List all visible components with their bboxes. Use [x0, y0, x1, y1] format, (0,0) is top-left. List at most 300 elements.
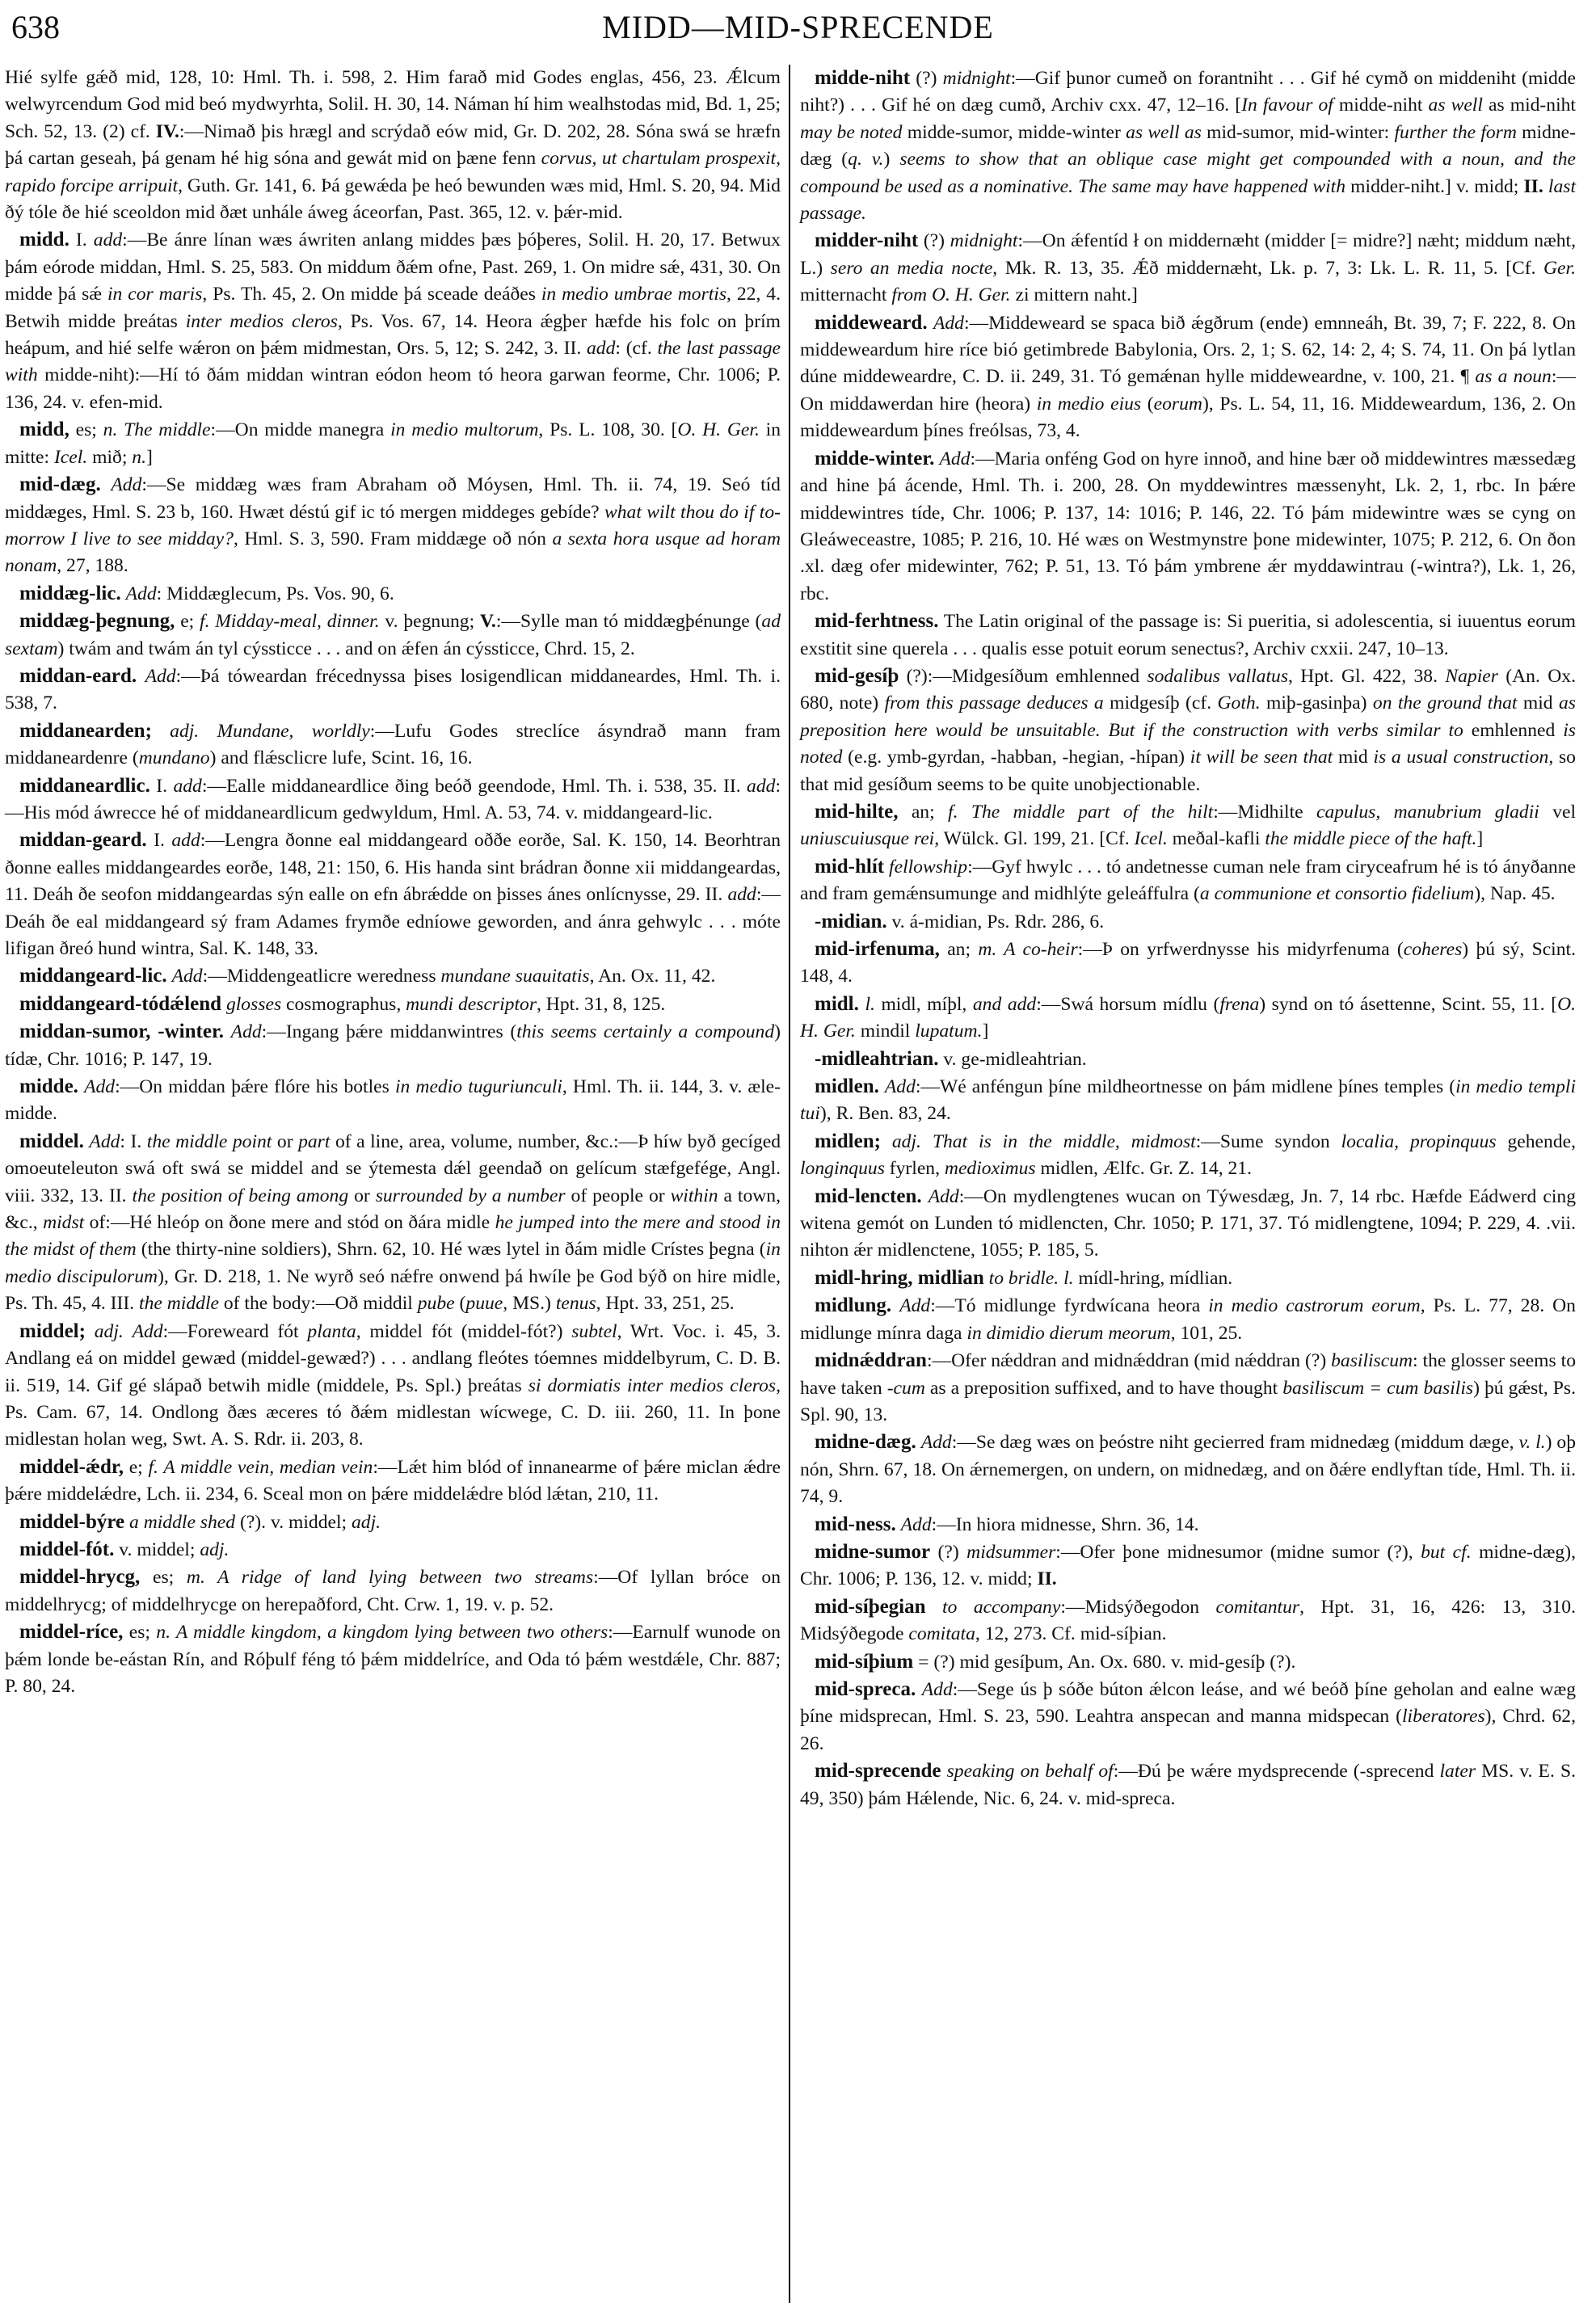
- dictionary-entry: [5, 1564, 781, 1619]
- headword: midlen;: [815, 1130, 881, 1152]
- italic-text: add: [93, 229, 123, 251]
- entry-text: ]: [1476, 828, 1484, 850]
- italic-text: it will be seen that: [1190, 747, 1333, 768]
- italic-text: n. A middle kingdom, a kingdom lying between two others: [156, 1622, 609, 1644]
- entry-text: ) þú gǽst, Ps. Spl. 90, 13.: [800, 1377, 1576, 1425]
- italic-text: midst: [43, 1212, 85, 1234]
- entry-text: The Latin original of the passage is: Si pueritia, si adolescentia, si iuuentus eorum exstitit sine querela . . . qualis esse potuit eorum senectus?, Archiv cxxii. 247, 10–13.: [800, 611, 1576, 659]
- italic-text: add: [586, 338, 616, 360]
- italic-text: localia, propinquus: [1341, 1130, 1497, 1152]
- italic-text: Napier: [1445, 665, 1498, 687]
- italic-text: m. A co-heir: [978, 939, 1078, 960]
- entry-text: ]: [145, 446, 153, 468]
- entry-text: v. þegnung;: [379, 611, 480, 633]
- headword: -midian.: [815, 910, 887, 932]
- italic-text: Add: [230, 1021, 262, 1043]
- headword: mid-síþegian: [815, 1595, 926, 1618]
- italic-text: may be noted: [800, 121, 903, 143]
- italic-text: comitantur: [1215, 1596, 1300, 1618]
- entry-text: : I.: [120, 1130, 147, 1152]
- headword: mid-gesíþ: [815, 664, 899, 687]
- entry-text: , Hpt. 33, 251, 25.: [596, 1293, 735, 1315]
- entry-text: , 12, 273. Cf. mid-síþian.: [975, 1623, 1167, 1645]
- italic-text: lupatum.: [915, 1021, 983, 1042]
- italic-text: a communione et consortio fidelium: [1199, 883, 1475, 905]
- entry-text: , Mk. R. 13, 35. Ǽð middernæht, Lk. p. 7, 3: Lk. L. R. 11, 5. [Cf.: [992, 257, 1543, 279]
- italic-text: add: [747, 775, 776, 797]
- italic-text: frena: [1219, 993, 1260, 1015]
- entry-text: mídl-hring, mídlian.: [1073, 1267, 1233, 1289]
- headword: mid-irfenuma,: [815, 938, 940, 960]
- entry-text: [137, 666, 145, 687]
- italic-text: Add: [125, 583, 157, 604]
- italic-text: in dimidio dierum meorum: [966, 1322, 1171, 1344]
- entry-text: midlen, Ælfc. Gr. Z. 14, 21.: [1035, 1158, 1252, 1180]
- italic-text: n.: [132, 446, 146, 468]
- entry-text: mitternacht: [800, 284, 892, 306]
- italic-text: to accompany: [942, 1596, 1061, 1618]
- entry-text: : (cf.: [615, 338, 658, 360]
- italic-text: in medio castrorum eorum: [1208, 1295, 1421, 1317]
- italic-text: adj.: [200, 1539, 230, 1560]
- italic-text: seems to show that an oblique case might get compounded with a noun, and the compound be used as a nominative. The same may have happened with: [800, 149, 1577, 197]
- bold-text: II.: [1523, 175, 1543, 197]
- italic-text: subtel: [571, 1320, 617, 1342]
- dictionary-entry: [5, 1509, 781, 1536]
- entry-text: midde-niht: [1333, 95, 1429, 116]
- entry-text: ), Chrd. 62, 26.: [800, 1706, 1576, 1754]
- entry-text: of a line, area, volume, number, &c.:—Þ híw byð gecíged omoeuteleuton swá oft swá se middel and se ýtemesta dǽl geendað on gelícum stæfgefége, Angl. viii. 332, 13. II.: [5, 1130, 781, 1206]
- entry-text: (?). v. middel;: [235, 1511, 352, 1533]
- entry-text: es;: [123, 1622, 157, 1644]
- entry-text: :—Midhilte: [1213, 801, 1316, 823]
- entry-text: :—Se dæg wæs on þeóstre niht gecierred fram midnedæg (middum dæge,: [951, 1432, 1519, 1454]
- entry-text: of people or: [565, 1185, 671, 1206]
- dictionary-entry: [5, 718, 781, 772]
- italic-text: puue: [465, 1293, 503, 1315]
- entry-text: :—Gif þunor cumeð on forantniht . . . Gif hé cymð on middeniht (midde niht?) . . . Gif hé on dæg cumð, Archiv cxx. 47, 12–16. [: [800, 68, 1577, 116]
- entry-text: ), Ps. L. 54, 11, 16. Middeweardum, 136, 2. On middeweardum þínes freólsas, 73, 4.: [800, 393, 1576, 442]
- dictionary-entry: [5, 663, 781, 718]
- entry-text: a town, &c.,: [5, 1185, 781, 1234]
- entry-text: :—Nimað þis hrægl and scrýdað eów mid, Gr. D. 202, 28. Sóna swá se hræfn þá cartan geseah, þá genam hé hig sóna and gewát mid on þæne fenn: [5, 120, 781, 170]
- dictionary-entry: [5, 471, 781, 580]
- italic-text: uniuscuiusque rei: [800, 828, 935, 850]
- italic-text: fellowship: [889, 856, 968, 878]
- italic-text: on the ground that: [1372, 692, 1518, 714]
- entry-text: :—Ofer nǽddran and midnǽddran (mid nǽddran (?): [926, 1350, 1332, 1372]
- italic-text: Goth.: [1217, 692, 1261, 714]
- entry-text: :—On middawerdan hire (heora): [800, 366, 1576, 415]
- entry-text: , Wrt. Voc. i. 45, 3. Andlang eá on middel gewæd (middel-gewæd?) . . . andlang fleótes tóemnes middelbyrum, C. D. B. ii. 519, 14. Gif gé slápað betwih midle (middele, Ps. Spl.) þreátas: [5, 1320, 781, 1396]
- dictionary-entry: [800, 608, 1576, 663]
- entry-text: , Ps. L. 108, 30. [: [538, 419, 678, 441]
- italic-text: add: [173, 775, 202, 797]
- headword: middangeard-lic.: [19, 965, 167, 987]
- italic-text: tenus: [555, 1293, 596, 1315]
- italic-text: as well: [1428, 95, 1483, 116]
- dictionary-entry: [800, 908, 1576, 936]
- dictionary-entry: [800, 1073, 1576, 1128]
- entry-text: :—Foreweard fót: [162, 1320, 308, 1342]
- entry-text: , Ps. Cam. 67, 14. Ondlong ðæs æceres tó ðǽm midlestan wícwege, C. D. iii. 260, 11. In þone midlestan holan weg, Swt. A. S. Rdr. ii. 203, 8.: [5, 1374, 781, 1450]
- italic-text: within: [670, 1185, 718, 1206]
- entry-text: :—Deáh ðe eal middangeard sý fram Adames frymðe edníowe geworden, and ánra gehwylc . . . móte lifigan ðreó hund wintra, Sal. K. 148, 33.: [5, 884, 781, 959]
- dictionary-entry: [800, 1429, 1576, 1510]
- entry-text: [941, 1761, 946, 1782]
- entry-text: v. ge-midleahtrian.: [938, 1048, 1087, 1070]
- entry-text: (?): [930, 1541, 967, 1563]
- dictionary-entry: [5, 772, 781, 827]
- dictionary-entry: [5, 226, 781, 416]
- entry-text: :—Se middæg wæs fram Abraham oð Móysen, Hml. Th. ii. 74, 19. Seó tíd middæges, Hml. S. 23 b, 160. Hwæt déstú gif ic tó mergen middeges gebíde?: [5, 474, 781, 523]
- italic-text: in medio eius: [1036, 393, 1142, 415]
- entry-text: (: [454, 1293, 466, 1315]
- entry-text: [922, 1186, 929, 1207]
- entry-text: I.: [149, 775, 174, 797]
- dictionary-entry: [5, 1128, 781, 1318]
- entry-text: midde-niht):—Hí tó ðám middan wintran eódon heom tó heora garwan feorme, Chr. 1006; P. 136, 24. v. efen-mid.: [5, 364, 781, 413]
- entry-text: emhlenned: [1463, 719, 1564, 741]
- entry-text: :—Sege ús þ sóðe búton ǽlcon leáse, and wé beóð þíne geholan and ealne wæg þíne midsprecan, Hml. S. 23, 590. Leahtra anspecan and manna midspecan (: [800, 1678, 1576, 1728]
- entry-text: :—Of lyllan bróce on middelhrycg; of middelhrycge on herepaðford, Cht. Crw. 1, 19. v. p. 52.: [5, 1567, 781, 1615]
- dictionary-entry: [800, 1539, 1576, 1593]
- italic-text: as preposition here would be unsuitable. But if the construction with verbs similar to: [800, 692, 1576, 741]
- italic-text: corvus, ut chartulam prospexit, rapido forcipe arripuit: [5, 148, 781, 196]
- italic-text: ad sextam: [5, 611, 781, 659]
- dictionary-entry: [800, 1347, 1576, 1429]
- headword: middan-sumor, -winter.: [19, 1021, 225, 1043]
- italic-text: the middle point: [146, 1130, 272, 1152]
- italic-text: coheres: [1403, 939, 1463, 960]
- entry-text: Hié sylfe gǽð mid, 128, 10: Hml. Th. i. 598, 2. Him farað mid Godes englas, 456, 23. Ǽlcum welwyrcendum God mid beó mydwyrhta, Solil. H. 30, 14. Náman hí him wealhstodas mid, Bd. 1, 25; Sch. 52, 13. (2) cf.: [5, 67, 781, 142]
- italic-text: glosses: [225, 993, 282, 1015]
- entry-text: :—Lufu Godes streclíce ásyndrað mann fram middaneardenre (: [5, 720, 781, 769]
- italic-text: but cf.: [1421, 1541, 1472, 1563]
- entry-text: (: [1141, 393, 1154, 415]
- headword: middel;: [19, 1320, 86, 1342]
- entry-text: :—Be ánre línan wæs áwriten anlang middes þæs þóþeres, Solil. H. 20, 17. Betwux þám eórode middan, Hml. S. 25, 583. On middum ðǽm ofne, Past. 269, 1. On midre sǽ, 431, 30. On midde þá sǽ: [5, 229, 781, 305]
- entry-text: :—Ðú þe wǽre mydsprecende (-sprecend: [1113, 1761, 1440, 1783]
- headword: -midleahtrian.: [815, 1047, 939, 1070]
- italic-text: Add: [84, 1076, 116, 1098]
- entry-text: :—Tó midlunge fyrdwícana heora: [930, 1295, 1209, 1317]
- entry-text: ) þú sý, Scint. 148, 4.: [800, 939, 1576, 987]
- entry-text: : Middæglecum, Ps. Vos. 90, 6.: [156, 583, 394, 604]
- entry-text: ) tídæ, Chr. 1016; P. 147, 19.: [5, 1021, 781, 1070]
- entry-text: [101, 474, 112, 495]
- entry-text: e;: [175, 611, 200, 633]
- entry-text: [152, 721, 170, 742]
- running-head: MIDD—MID-SPRECENDE: [602, 9, 994, 45]
- italic-text: adj.: [352, 1511, 381, 1533]
- dictionary-entry: [5, 1318, 781, 1454]
- entry-text: midne-dæg (: [800, 121, 1576, 170]
- entry-text: ) and flǽsclicre lufe, Scint. 16, 16.: [209, 747, 473, 769]
- entry-text: [124, 1321, 133, 1342]
- dictionary-entry: [5, 991, 781, 1018]
- headword: middan-geard.: [19, 829, 147, 852]
- italic-text: is a usual construction: [1373, 747, 1549, 768]
- dictionary-entry: [800, 1046, 1576, 1073]
- dictionary-entry: [800, 445, 1576, 608]
- entry-text: ): [883, 149, 900, 170]
- italic-text: is noted: [800, 719, 1576, 768]
- italic-text: the position of being among: [132, 1185, 349, 1206]
- bold-text: II.: [1037, 1568, 1057, 1590]
- entry-text: :—Þá tóweardan frécednyssa þises losigendlican middaneardes, Hml. Th. i. 538, 7.: [5, 665, 781, 714]
- entry-text: an;: [939, 939, 979, 960]
- entry-text: (?):—Midgesíðum emhlenned: [899, 665, 1148, 687]
- italic-text: in medio templi tui: [800, 1076, 1576, 1125]
- entry-text: or: [348, 1185, 376, 1206]
- right-column: [800, 65, 1576, 1812]
- headword: mid-ness.: [815, 1513, 896, 1535]
- entry-text: :—On midde manegra: [210, 419, 391, 441]
- entry-text: [928, 313, 933, 334]
- entry-text: gehende,: [1496, 1130, 1576, 1152]
- italic-text: v. l.: [1518, 1432, 1546, 1454]
- entry-text: :—Lengra ðonne eal middangeard oððe eorðe, Sal. K. 150, 14. Beorhtran ðonne ealles middangeardes eorðe, 148, 21: 150, 6. His handa sint brádran ðonne xii middangeardas, 11. Deáh ðe seofon middangeardas sýn ealle on efn ábrǽdde on þisses ánes onlícnysse, 29. II.: [5, 830, 781, 906]
- entry-text: = (?) mid gesíþum, An. Ox. 680. v. mid-gesíþ (?).: [913, 1651, 1296, 1673]
- headword: mid-ferhtness.: [815, 610, 939, 633]
- italic-text: Icel.: [1134, 828, 1168, 850]
- entry-text: mid: [1517, 692, 1559, 714]
- headword: middaneardlic.: [19, 774, 150, 797]
- headword: midl-hring, midlian: [815, 1266, 984, 1289]
- italic-text: the middle: [139, 1293, 219, 1315]
- entry-text: ), R. Ben. 83, 24.: [819, 1103, 951, 1125]
- italic-text: the last passage with: [5, 338, 781, 386]
- italic-text: sodalibus vallatus: [1147, 665, 1288, 687]
- italic-text: m. A ridge of land lying between two streams: [186, 1567, 594, 1589]
- entry-text: :—On middan þǽre flóre his botles: [115, 1076, 395, 1098]
- italic-text: mundane suauitatis: [440, 966, 590, 987]
- entry-text: v. middel;: [114, 1539, 200, 1560]
- entry-text: , Ps. Vos. 67, 14. Heora ǽgþer hæfde his folc on þrím heápum, and hié selfe wǽron on þǽm midmestan, Ors. 5, 12; S. 242, 3. II.: [5, 310, 781, 360]
- italic-text: adj. Mundane, worldly: [170, 720, 370, 742]
- entry-text: (the thirty-nine soldiers), Shrn. 62, 10. Hé wæs lytel in ðám midle Crístes þegna (: [136, 1239, 766, 1261]
- italic-text: comitata: [908, 1623, 975, 1645]
- entry-text: e;: [123, 1456, 149, 1478]
- italic-text: what wilt thou do if to-morrow I live to see midday?: [5, 501, 781, 549]
- entry-text: [78, 1076, 84, 1097]
- entry-text: (?): [910, 68, 943, 89]
- entry-text: , MS.): [503, 1293, 556, 1315]
- bold-text: V.: [479, 611, 496, 633]
- entry-text: , middel fót (middel-fót?): [356, 1320, 572, 1342]
- entry-text: :—In hiora midnesse, Shrn. 36, 14.: [931, 1513, 1199, 1535]
- italic-text: as well as: [1126, 121, 1202, 143]
- headword: middanearden;: [19, 719, 152, 742]
- entry-text: [86, 1321, 95, 1342]
- italic-text: Add: [928, 1185, 959, 1207]
- dictionary-entry: [800, 1183, 1576, 1265]
- entry-text: meðal-kafli: [1167, 828, 1265, 850]
- italic-text: Add: [939, 448, 971, 469]
- italic-text: in cor maris: [107, 284, 203, 305]
- entry-text: I.: [69, 229, 94, 251]
- italic-text: in medio tuguriunculi: [394, 1076, 562, 1098]
- entry-text: , 22, 4. Betwih midde þreátas: [5, 284, 781, 332]
- entry-text: MS. v. E. S. 49, 350) þám Hǽlende, Nic. 6, 24. v. mid-spreca.: [800, 1761, 1576, 1809]
- entry-text: vel: [1539, 801, 1577, 823]
- italic-text: and add: [972, 993, 1037, 1015]
- dictionary-entry: [800, 227, 1576, 309]
- headword: mid-lencten.: [815, 1185, 922, 1207]
- italic-text: in medio umbrae mortis: [541, 284, 727, 305]
- entry-text: :—Ofer þone midnesumor (midne sumor (?),: [1055, 1541, 1421, 1563]
- italic-text: a sexta hora usque ad horam nonam: [5, 528, 781, 577]
- italic-text: Add: [899, 1295, 931, 1317]
- entry-text: [879, 1076, 885, 1097]
- bold-text: IV.: [155, 120, 179, 142]
- entry-text: :—Wé anféngun þíne mildheortnesse on þám midlene þínes temples (: [915, 1076, 1456, 1098]
- italic-text: planta: [307, 1320, 356, 1342]
- headword: middel-ǽdr,: [19, 1455, 124, 1478]
- entry-text: , Guth. Gr. 141, 6. Þá gewǽda þe heó bewunden wæs mid, Hml. S. 20, 94. Mid ðý tóle ðe hié sceoldon mid ðæt unhále áweg áceorfan, Past. 365, 12. v. þǽr-mid.: [5, 175, 781, 224]
- entry-text: :—Sume syndon: [1195, 1130, 1341, 1152]
- entry-text: es;: [140, 1567, 187, 1589]
- headword: midne-dæg.: [815, 1431, 916, 1454]
- headword: midde-niht: [815, 67, 911, 89]
- italic-text: l.: [865, 993, 875, 1015]
- headword: middæg-lic.: [19, 582, 121, 604]
- headword: middel-fót.: [19, 1538, 115, 1560]
- entry-text: as mid-niht: [1482, 95, 1576, 116]
- dictionary-entry: [800, 1128, 1576, 1183]
- entry-text: ) synd on tó ásettenne, Scint. 55, 11. [: [1259, 993, 1558, 1015]
- dictionary-entry: [800, 936, 1576, 991]
- dictionary-entry: [800, 1292, 1576, 1347]
- italic-text: in medio discipulorum: [5, 1239, 781, 1287]
- entry-text: :—Ealle middaneardlice ðing beóð geendode, Hml. Th. i. 538, 35. II.: [201, 775, 747, 797]
- dictionary-entry: [800, 663, 1576, 798]
- italic-text: sero an media nocte: [830, 257, 993, 279]
- entry-text: , An. Ox. 11, 42.: [589, 966, 716, 987]
- entry-text: :—His mód áwrecce hé of middaneardlicum gedwyldum, Hml. A. 53, 74. v. middangeard-lic.: [5, 775, 781, 823]
- entry-text: fyrlen,: [884, 1158, 945, 1180]
- italic-text: further the form: [1394, 121, 1517, 143]
- italic-text: midnight: [942, 68, 1011, 89]
- italic-text: in medio multorum: [390, 419, 539, 441]
- entry-text: cosmographus,: [281, 993, 406, 1015]
- entry-text: [891, 1295, 899, 1316]
- dictionary-entry: [800, 1757, 1576, 1812]
- dictionary-entry: [800, 1593, 1576, 1648]
- headword: mid-spreca.: [815, 1677, 916, 1700]
- entry-text: miþ-gasinþa): [1260, 692, 1373, 714]
- dictionary-entry: [800, 1511, 1576, 1539]
- dictionary-entry: [5, 1454, 781, 1509]
- entry-text: (?): [918, 230, 950, 252]
- entry-text: ), Nap. 45.: [1474, 883, 1556, 905]
- italic-text: from O. H. Ger.: [891, 284, 1011, 306]
- entry-text: ) oþ nón, Shrn. 67, 18. On ǽrnemergen, on undern, on midnedæg, and on ðǽre endlyftan tíde, Hml. Th. ii. 74, 9.: [800, 1432, 1576, 1508]
- dictionary-entry: [800, 309, 1576, 445]
- italic-text: the middle piece of the haft.: [1265, 828, 1477, 850]
- italic-text: Add: [920, 1432, 952, 1454]
- italic-text: add: [727, 884, 756, 906]
- headword: middangeard-tódǽlend: [19, 992, 222, 1015]
- entry-text: ]: [982, 1021, 989, 1042]
- headword: mid-hlít: [815, 855, 885, 878]
- entry-text: , Hpt. 31, 8, 125.: [537, 993, 666, 1015]
- italic-text: midsummer: [966, 1541, 1056, 1563]
- italic-text: adj. That is in the middle, midmost: [891, 1130, 1196, 1152]
- headword: midde.: [19, 1076, 78, 1098]
- italic-text: longinquus: [800, 1158, 885, 1180]
- entry-text: :—Ingang þǽre middanwintres (: [261, 1021, 517, 1043]
- entry-text: :—On ǽfentíd ł on middernæht (midder [= midre?] næht; middum næht, L.): [800, 230, 1576, 279]
- entry-text: [881, 1131, 892, 1152]
- headword: mid-sprecende: [815, 1760, 941, 1783]
- italic-text: Add: [921, 1678, 953, 1700]
- italic-text: Add: [171, 966, 203, 987]
- left-column: [5, 65, 781, 1700]
- entry-text: , Hpt. Gl. 422, 38.: [1288, 665, 1446, 687]
- dictionary-entry: [800, 798, 1576, 853]
- italic-text: Add: [933, 312, 964, 334]
- dictionary-entry: [5, 1018, 781, 1073]
- italic-text: adj.: [94, 1320, 124, 1342]
- italic-text: as a noun: [1475, 366, 1552, 388]
- column-divider: [789, 65, 790, 2303]
- dictionary-entry: [5, 1073, 781, 1128]
- entry-text: ) twám and twám án tyl cýssticce . . . and on ǽfen án cýssticce, Chrd. 15, 2.: [57, 638, 635, 659]
- entry-text: , Ps. L. 77, 28. On midlunge mínra daga: [800, 1295, 1576, 1344]
- dictionary-entry: [5, 1619, 781, 1700]
- headword: midlung.: [815, 1294, 892, 1317]
- headword: middæg-þegnung,: [19, 610, 175, 633]
- entry-text: ), Gr. D. 218, 1. Ne wyrð seó nǽfre onwend þá hwíle þe God býð on hire midle, Ps. Th. 45, 4. III.: [5, 1265, 781, 1315]
- entry-text: :—Middeweard se spaca bið ǽgðrum (ende) emnneáh, Bt. 39, 7; F. 222, 8. On middeweardum hire ríce bió getimbrede Babylonia, Ors. 2, 1; S. 62, 14: 2, 4; S. 74, 11. On þá lytlan dúne middeweardre, C. D. ii. 249, 31. Tó gemǽnan hylle middeweardne, v. 100, 21. ¶: [800, 312, 1576, 388]
- italic-text: basiliscum = cum basilis: [1282, 1377, 1474, 1399]
- italic-text: Icel.: [53, 446, 88, 468]
- entry-text: (e.g. ymb-gyrdan, -habban, -hegian, -hípan): [842, 747, 1190, 768]
- dictionary-entry: [5, 416, 781, 471]
- entry-text: :—Swá horsum mídlu (: [1036, 993, 1220, 1015]
- italic-text: Add: [111, 474, 142, 496]
- entry-text: midder-niht.] v. midd;: [1345, 175, 1524, 197]
- entry-text: mindil: [855, 1021, 916, 1042]
- italic-text: liberatores: [1402, 1706, 1485, 1728]
- headword: midder-niht: [815, 229, 919, 252]
- italic-text: add: [171, 830, 200, 852]
- entry-text: mid: [1333, 747, 1374, 768]
- entry-text: :—Gyf hwylc . . . tó andetnesse cuman nele fram ciryceafrum hé is tó ányðanne and fram gemǽnsumunge and midhlýte geleáffulra (: [800, 856, 1577, 905]
- italic-text: f. Midday-meal, dinner.: [200, 611, 380, 633]
- dictionary-entry: [800, 853, 1576, 908]
- entry-text: mid-sumor, mid-winter:: [1201, 121, 1395, 143]
- headword: mid-síþium: [815, 1650, 914, 1673]
- italic-text: Add: [884, 1076, 916, 1098]
- entry-text: midne-dæg), Chr. 1006; P. 136, 12. v. midd;: [800, 1541, 1576, 1590]
- entry-text: [916, 1679, 922, 1700]
- headword: middel-býre: [19, 1510, 125, 1533]
- entry-text: I.: [146, 830, 172, 852]
- entry-text: , Hml. Th. ii. 144, 3. v. æle-midde.: [5, 1076, 781, 1125]
- italic-text: pube: [417, 1293, 455, 1315]
- italic-text: capulus, manubrium gladii: [1316, 801, 1539, 823]
- entry-text: , Hml. S. 3, 590. Fram middæge oð nón: [233, 528, 553, 549]
- italic-text: In favour of: [1241, 95, 1333, 116]
- entry-text: or: [272, 1130, 299, 1152]
- entry-text: , 27, 188.: [57, 555, 128, 577]
- dictionary-entry: [800, 65, 1576, 227]
- italic-text: n. The middle: [103, 419, 211, 441]
- entry-text: :—Sylle man tó middægþénunge (: [495, 611, 762, 633]
